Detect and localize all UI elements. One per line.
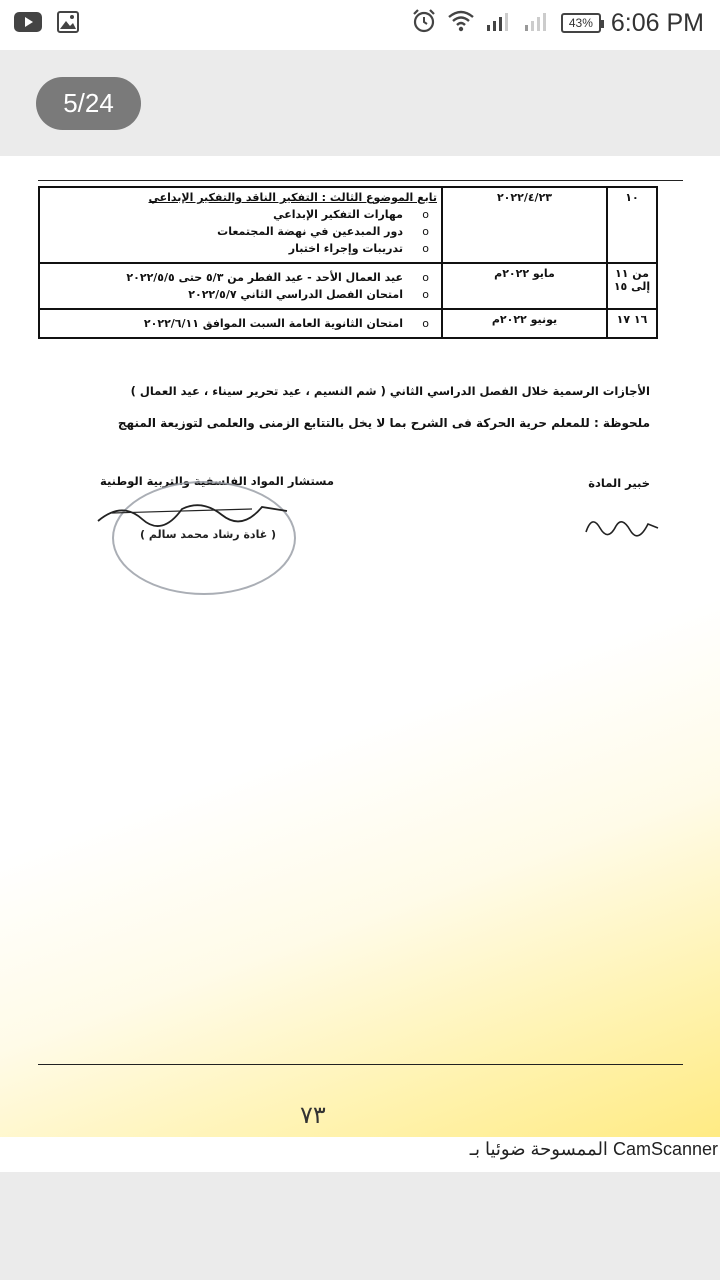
advisor-signature xyxy=(92,491,292,531)
list-item: o مهارات التفكير الإبداعي xyxy=(44,208,429,221)
advisor-name: ( غادة رشاد محمد سالم ) xyxy=(140,528,277,541)
subject-expert-label: خبير المادة xyxy=(588,476,650,490)
teacher-note: ملحوظة : للمعلم حرية الحركة فى الشرح بما لا يخل بالتتابع الزمنى والعلمى لتوزيعة المنهج xyxy=(117,416,650,430)
table-row xyxy=(39,187,657,263)
status-bar xyxy=(0,0,720,50)
list-item: o عيد العمال الأحد - عيد الفطر من ٥/٣ حتى ٢٠٢٢/٥/٥ xyxy=(44,271,429,284)
scanned-paper xyxy=(0,156,720,1172)
table-row xyxy=(39,309,657,338)
document-page[interactable] xyxy=(0,156,720,1172)
topic-title: تابع الموضوع الثالث : التفكير الناقد والتفكير الإبداعي xyxy=(148,191,437,204)
topic-cell xyxy=(39,263,442,309)
topic-list xyxy=(44,208,437,255)
list-item: o امتحان الفصل الدراسي الثاني ٢٠٢٢/٥/٧ xyxy=(44,288,429,301)
topic-list xyxy=(44,271,437,301)
alarm-icon xyxy=(411,8,437,38)
holidays-note: الأجازات الرسمية خلال الفصل الدراسي الثاني ( شم النسيم ، عيد تحرير سيناء ، عيد العمال ) xyxy=(130,384,650,398)
list-item: o تدريبات وإجراء اختبار xyxy=(44,242,429,255)
week-cell: ١٦ ١٧ xyxy=(607,309,657,338)
top-rule xyxy=(38,180,683,181)
battery-indicator: 43% xyxy=(561,13,601,33)
scanner-watermark: الممسوحة ضوئيا بـ CamScanner xyxy=(469,1139,718,1159)
status-time: 6:06 PM xyxy=(610,8,704,37)
image-icon xyxy=(56,10,80,38)
advisor-label: مستشار المواد الفلسفية والتربية الوطنية xyxy=(100,474,334,488)
bottom-rule xyxy=(38,1064,683,1065)
date-cell: ٢٠٢٢/٤/٢٣ xyxy=(442,187,607,263)
week-cell: ١٠ xyxy=(607,187,657,263)
list-item: o امتحان الثانوية العامة السبت الموافق ٢٠٢٢/٦/١١ xyxy=(44,317,429,330)
date-cell: يونيو ٢٠٢٢م xyxy=(442,309,607,338)
page-indicator: 5/24 xyxy=(36,77,141,130)
page-number: ٧٣ xyxy=(300,1101,326,1129)
week-cell: من ١١ إلى ١٥ xyxy=(607,263,657,309)
topic-cell xyxy=(39,309,442,338)
wifi-icon xyxy=(447,9,475,37)
youtube-icon xyxy=(14,11,42,37)
table-row xyxy=(39,263,657,309)
topic-cell xyxy=(39,187,442,263)
list-item: o دور المبدعين في نهضة المجتمعات xyxy=(44,225,429,238)
expert-signature xyxy=(582,506,662,546)
schedule-table xyxy=(38,186,658,339)
topic-list xyxy=(44,317,437,330)
signal-icon-2 xyxy=(523,10,551,36)
signal-icon xyxy=(485,10,513,36)
date-cell: مايو ٢٠٢٢م xyxy=(442,263,607,309)
